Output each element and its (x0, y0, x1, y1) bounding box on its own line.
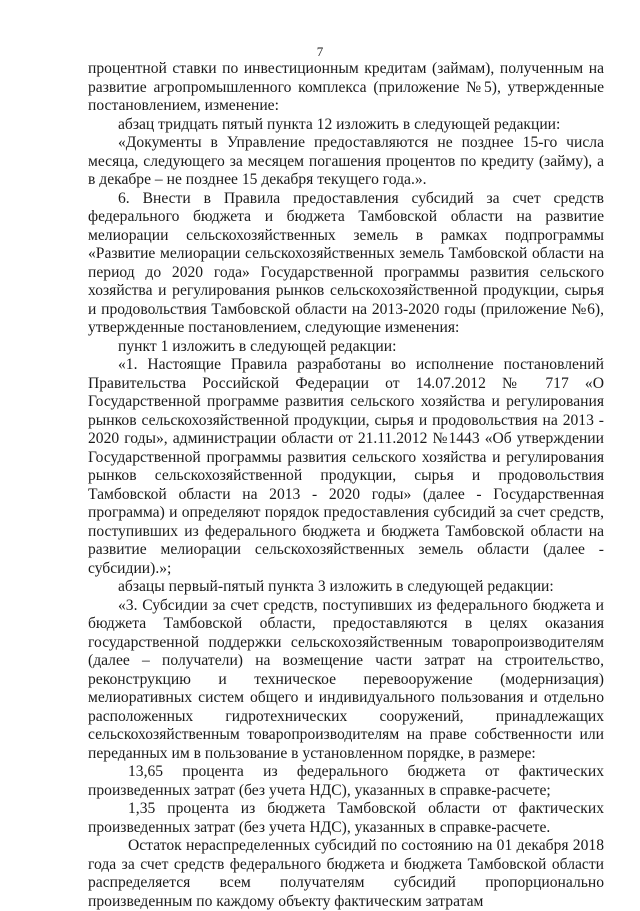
paragraph: абзац тридцать пятый пункта 12 изложить в следующей редакции: (118, 115, 561, 133)
paragraph: 6. Внести в Правила предоставления субсидий за счет средств федерального бюджета и бюджета Тамбовской области на развитие мелиорации сельскохозяйственных земель в рамках подпрограммы «Развитие мелиорации сельскохозяйственных земель Тамбовской области на период до 2020 года» Государственной программы развития сельского хозяйства и регулирования рынков сельскохозяйственной продукции, сырья и продовольствия Тамбовской области на 2013-2020 годы (приложение №6), утвержденные постановлением, следующие изменения: (88, 189, 604, 336)
paragraph: процентной ставки по инвестиционным кредитам (займам), полученным на развитие агропромышленного комплекса (приложение №5), утвержденные постановлением, изменение: (88, 60, 604, 114)
paragraph: «Документы в Управление предоставляются не позднее 15-го числа месяца, следующего за месяцем погашения процентов по кредиту (займу), а в декабре – не позднее 15 декабря текущего года.». (88, 134, 604, 188)
paragraph: «3. Субсидии за счет средств, поступивших из федерального бюджета и бюджета Тамбовской области, предоставляются в целях оказания государственной поддержки сельскохозяйственным товаропроизводителям (далее – получатели) на возмещение части затрат на строительство, реконструкцию и техническое перевооружение (модернизация) мелиоративных систем общего и индивидуального пользования и отдельно расположенных гидротехнических сооружений, принадлежащих сельскохозяйственным товаропроизводителям на праве собственности или переданных им в пользование в установленном порядке, в размере: (88, 596, 604, 762)
paragraph: 13,65 процента из федерального бюджета от фактических произведенных затрат (без учета НДС), указанных в справке-расчете; (88, 763, 604, 799)
page-number: 7 (316, 44, 324, 59)
paragraph: Остаток нераспределенных субсидий по состоянию на 01 декабря 2018 года за счет средств федерального бюджета и бюджета Тамбовской области распределяется всем получателям субсидий пропорционально произведенным по каждому объекту фактическим затратам (88, 837, 604, 910)
paragraph: 1,35 процента из бюджета Тамбовской области от фактических произведенных затрат (без учета НДС), указанных в справке-расчете. (88, 800, 604, 836)
paragraph: абзацы первый-пятый пункта 3 изложить в следующей редакции: (118, 578, 554, 595)
document-body (88, 60, 604, 911)
paragraph: пункт 1 изложить в следующей редакции: (118, 337, 397, 355)
paragraph: «1. Настоящие Правила разработаны во исполнение постановлений Правительства Российской Федерации от 14.07.2012 № 717 «О Государственной программе развития сельского хозяйства и регулирования рынков сельскохозяйственной продукции, сырья и продовольствия на 2013 - 2020 годы», администрации области от 21.11.2012 №1443 «Об утверждении Государственной программы развития сельского хозяйства и регулирования рынков сельскохозяйственной продукции, сырья и продовольствия Тамбовской области на 2013 - 2020 годы» (далее - Государственная программа) и определяют порядок предоставления субсидий за счет средств, поступивших из федерального бюджета и бюджета Тамбовской области на развитие мелиорации сельскохозяйственных земель области (далее - субсидии).»; (88, 356, 604, 577)
